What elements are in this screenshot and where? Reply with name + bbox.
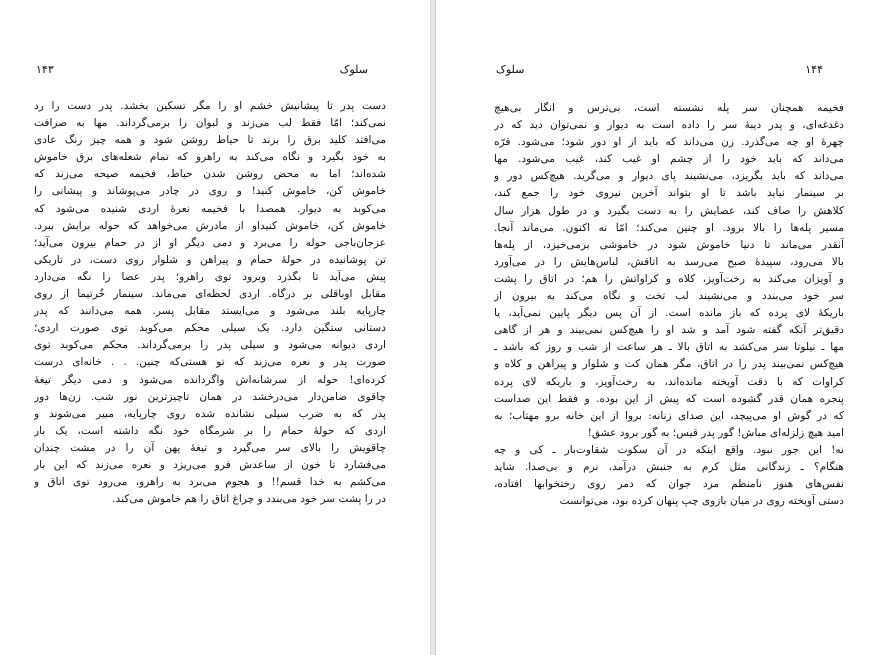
- body-line: فخیمه همچنان سر پله نشسته است، بی‌ترس و انگار بی‌هیچ: [494, 102, 844, 114]
- body-line: می‌کشم به خدا قسم!! و هجوم می‌برد به راهرو، می‌رود توی اتاق و: [34, 476, 386, 489]
- left-running-head: [36, 62, 368, 78]
- left-book-page: [0, 0, 431, 655]
- body-line: هنگام؟ ـ زندگانی مثل کرم به جنبش درآمد، نرم و بی‌صدا. شاید: [494, 460, 844, 473]
- body-line: خاموش کن، خاموش کنید‌او از مادرش می‌خواهد که حوله برایش ببرد.: [34, 219, 386, 232]
- body-line: پیش می‌آید تا بگذرد وبرود توی راهرو؛ پدر عصا را نگه می‌دارد: [34, 270, 386, 283]
- body-line: می‌کوبد به دیوار. همصدا با فخیمه نعرهٔ اردی شنیده می‌شود که: [34, 202, 386, 215]
- body-line: سر خود می‌بندد و می‌نشیند لب تخت و نگاه می‌کند به بیرون از: [494, 290, 844, 303]
- right-page-number: ۱۴۴: [805, 63, 823, 76]
- body-line: اردی دیوانه می‌شود و سیلی پدر را برمی‌گرداند. محکم می‌کوبد توی: [34, 339, 386, 352]
- body-line: صورت پدر و نعره می‌زند که تو هستی‌که چنین. . . خانه‌ای درست: [34, 356, 386, 369]
- body-line: دستانی ستگین دارد. یک سیلی محکم می‌کوبد توی صورت اردی؛: [34, 322, 386, 335]
- body-line: دقیق‌تر آنکه گفته شود آمد و شد او را هیچ‌کس نمی‌بیند و هر از گاهی: [494, 324, 844, 337]
- body-line: چارپایه بلند می‌شود و می‌ایستد مقابل پسر. همه می‌دانند که پدر: [34, 305, 386, 318]
- left-page-body: [34, 98, 386, 508]
- body-line: خاموش کن، خاموش کنید! و روی در چادر می‌پوشاند و پیشانی را: [34, 185, 386, 198]
- body-line: که در گوش او می‌پیچد، این صدای زنانه: بروا از این خانه برو مهتاب؛ به: [494, 409, 844, 422]
- body-line: چهرهٔ او چه می‌گذرد. زن می‌داند که باید از او دور شود؛ می‌شود. قرّه: [494, 136, 844, 149]
- body-line: بالا می‌رود، سپیدهٔ صبح می‌رسد به اتاقش، لباس‌هایش را در می‌آورد: [494, 255, 844, 268]
- body-line: بر سینمار نباید باشد تا او بتواند آخرین نیروی خود را جمع کند،: [494, 187, 844, 200]
- body-line: کراوات که با دقت آویخته مانده‌اند، به رخت‌آویز، و باریکه لای پرده: [494, 375, 844, 388]
- body-line: اردی که حولهٔ حمام را بر شرمگاه خود نگه داشته است، یک بار: [34, 424, 386, 437]
- body-line: مقابل او‌باقلی بر درگاه. اردی لحظه‌ای می‌ماند. سینمار خُرتیما از روی: [34, 288, 386, 301]
- body-line: چاقویش را بالای سر می‌گیرد و تیغهٔ پهن آن را در مشت چندان: [34, 441, 386, 454]
- right-running-title: سلوک: [496, 63, 525, 76]
- body-line: نفس‌های هنوز نامنظم مرد جوان که دمر روی رختخوابها افتاده،: [494, 478, 844, 491]
- right-page-body: [494, 100, 844, 510]
- body-line: تن پوشانیده در حولهٔ حمام و پیراهن و شلوار روی دست، در تاریکی: [34, 253, 386, 266]
- body-line: پدر که به ضرب سیلی نشانده شده روی چارپایه، مبیر می‌شوند و: [34, 407, 386, 420]
- body-line: پنجره همان قدر گشوده است که پیش از این بوده. و فقط این صداست: [494, 392, 844, 405]
- body-line: می‌فشارد تا خون از ساعدش فرو می‌ریزد و نعره می‌زند که این بار: [34, 458, 386, 471]
- body-line: باریکهٔ لای پرده که باز مانده است. از آن پس دیگر پایین نمی‌آید، یا: [494, 307, 844, 320]
- body-line: دغدغه‌ای، و پدر دیبهٔ سر را داده است به دیوار و نمی‌توان دید که در: [494, 119, 844, 132]
- body-line: مسیر پله‌ها را بالا برود. او چنین می‌کند؛ امّا نه اکنون. می‌ماند آنجا.: [494, 221, 844, 234]
- left-running-title: سلوک: [339, 63, 368, 76]
- body-line: می‌داند که باید بگریزد، می‌نشیند پای دیوار و می‌گرید. هیچ‌کس دور و: [494, 170, 844, 183]
- body-line: مها ـ نیلوتا سر می‌کشد به اتاق بالا ـ هر ساعت از شب و روز که باشد ـ: [494, 341, 844, 354]
- body-line: امید هیچ زلزله‌ای مباش! گور پدر قیس؛ به گور برود عشق!: [587, 426, 844, 439]
- body-line: دست پدر تا پیشانیش خشم او را مگر تسکین بخشد. پدر دست را رد: [34, 100, 386, 112]
- body-line: می‌داند که باید خود را از چشم او غیب کند، غیب می‌شود. مها: [494, 153, 844, 166]
- left-page-number: ۱۴۳: [36, 63, 54, 76]
- right-book-page: [435, 0, 871, 655]
- body-line: عزجان‌باجی حوله را می‌برد و دمی دیگر او از در حمام بیرون می‌آید؛: [34, 236, 386, 249]
- body-line: نمی‌کند؛ امّا فقط لب می‌زند و لبوان را برمی‌گرداند. مها به صرافت: [34, 117, 386, 130]
- body-line: نه! این جور نبود. واقع اینکه در آن سکوت شقاوت‌بار ـ کی و چه: [494, 443, 844, 456]
- body-line: در را پشت سر خود می‌بندد و چراغ اتاق را هم خاموش می‌کند.: [112, 493, 386, 506]
- body-line: به خود بگیرد و نگاه می‌کند به راهرو که تمام شعله‌های برق خاموش: [34, 151, 386, 164]
- body-line: شده‌اند؛ اما به محض روشن شدن حیاط، فخیمه صیحه می‌زند که: [34, 168, 386, 181]
- body-line: می‌افتد کلید برق را بزند تا حیاط روشن شود و همه چیز رنگ عادی: [34, 134, 386, 147]
- body-line: هیچ‌کس نمی‌بیند پدر را در اتاق، مگر همان کت و شلوار و پیراهن و کلاه و: [494, 358, 844, 371]
- body-line: کلاهش را صاف کند، عصایش را به دست بگیرد و در طول هزار سال: [494, 204, 844, 217]
- right-running-head: [496, 62, 823, 78]
- body-line: کرده‌ای! حوله از سرشانه‌اش واگردانده می‌شود و دمی دیگر تیغهٔ: [34, 373, 386, 386]
- body-line: چاقوی ضامن‌دار می‌درخشد در همان تاچیزترین نور شب. زن‌ها دور: [34, 390, 386, 403]
- body-line: دستی آویخته روی در میان بازوی چپ پنهان کرده بود، می‌توانست: [559, 495, 844, 508]
- body-line: و آویزان می‌کند به رخت‌آویز، کلاه و کراواتش را هم؛ در اتاق را پشت: [494, 272, 844, 285]
- body-line: آنقدر می‌ماند تا دنیا خاموش شود در خاموشی برمی‌خیزد، از پله‌ها: [494, 238, 844, 251]
